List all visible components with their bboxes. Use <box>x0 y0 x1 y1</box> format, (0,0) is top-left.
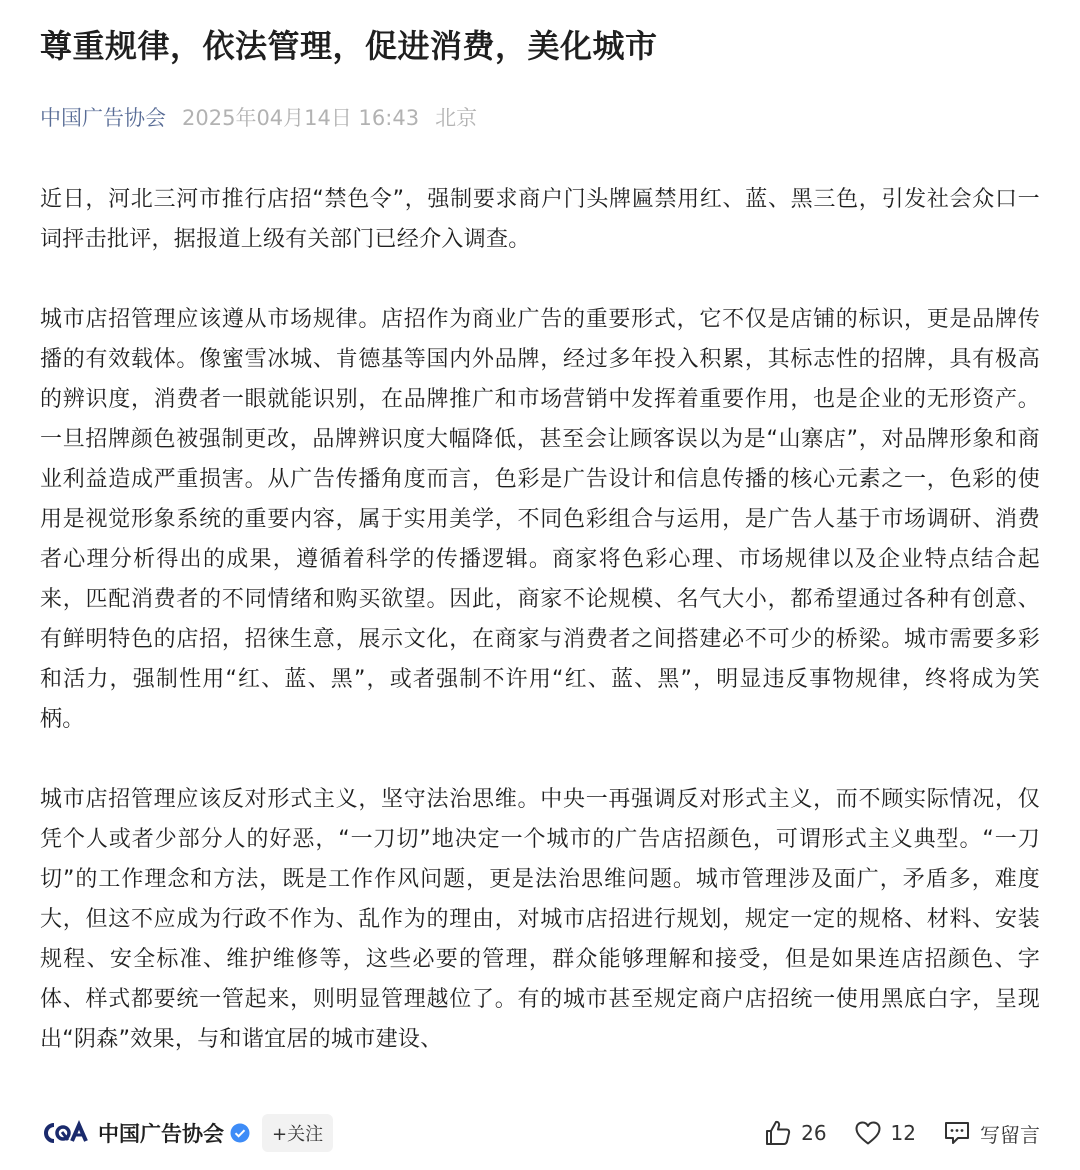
publish-time: 2025年04月14日 16:43 <box>182 106 420 130</box>
bottom-bar <box>0 1096 1080 1170</box>
account-name[interactable]: 中国广告协会 <box>98 1122 224 1146</box>
heart-icon <box>853 1118 883 1148</box>
paragraph: 近日，河北三河市推行店招“禁色令”，强制要求商户门头牌匾禁用红、蓝、黑三色，引发社会众口一词抨击批评，据报道上级有关部门已经介入调查。 <box>40 187 1040 252</box>
article <box>40 22 1040 1100</box>
paragraph: 城市店招管理应该反对形式主义，坚守法治思维。中央一再强调反对形式主义，而不顾实际情况，仅凭个人或者少部分人的好恶，“一刀切”地决定一个城市的广告店招颜色，可谓形式主义典型。“一刀切”的工作理念和方法，既是工作作风问题，更是法治思维问题。城市管理涉及面广，矛盾多，难度大，但这不应成为行政不作为、乱作为的理由，对城市店招进行规划，规定一定的规格、材料、安装规程、安全标准、维护维修等，这些必要的管理，群众能够理解和接受，但是如果连店招颜色、字体、样式都要统一管起来，则明显管理越位了。有的城市甚至规定商户店招统一使用黑底白字，呈现出“阴森”效果，与和谐宜居的城市建设、 <box>40 787 1040 1052</box>
favorite-count: 12 <box>890 1121 916 1145</box>
paragraph: 城市店招管理应该遵从市场规律。店招作为商业广告的重要形式，它不仅是店铺的标识，更是品牌传播的有效载体。像蜜雪冰城、肯德基等国内外品牌，经过多年投入积累，其标志性的招牌，具有极高的辨识度，消费者一眼就能识别，在品牌推广和市场营销中发挥着重要作用，也是企业的无形资产。一旦招牌颜色被强制更改，品牌辨识度大幅降低，甚至会让顾客误以为是“山寨店”，对品牌形象和商业利益造成严重损害。从广告传播角度而言，色彩是广告设计和信息传播的核心元素之一，色彩的使用是视觉形象系统的重要内容，属于实用美学，不同色彩组合与运用，是广告人基于市场调研、消费者心理分析得出的成果，遵循着科学的传播逻辑。商家将色彩心理、市场规律以及企业特点结合起来，匹配消费者的不同情绪和购买欲望。因此，商家不论规模、名气大小，都希望通过各种有创意、有鲜明特色的店招，招徕生意，展示文化，在商家与消费者之间搭建必不可少的桥梁。城市需要多彩和活力，强制性用“红、蓝、黑”，或者强制不许用“红、蓝、黑”，明显违反事物规律，终将成为笑柄。 <box>40 307 1040 732</box>
source-link[interactable]: 中国广告协会 <box>40 106 166 130</box>
thumbs-up-icon <box>763 1118 793 1148</box>
comment-label: 写留言 <box>980 1122 1040 1147</box>
article-title: 尊重规律，依法管理，促进消费，美化城市 <box>40 27 658 65</box>
comment-button[interactable] <box>942 1118 1040 1148</box>
article-body <box>40 180 1040 1060</box>
follow-button[interactable]: +关注 <box>262 1114 333 1152</box>
comment-icon <box>942 1118 972 1148</box>
cqa-logo-icon[interactable] <box>42 1120 90 1146</box>
like-count: 26 <box>801 1121 827 1145</box>
favorite-button[interactable] <box>853 1118 916 1148</box>
like-button[interactable] <box>763 1118 826 1148</box>
action-group <box>737 1118 1040 1148</box>
publish-location: 北京 <box>435 106 478 130</box>
verified-icon <box>230 1123 250 1143</box>
article-meta <box>40 102 1040 134</box>
